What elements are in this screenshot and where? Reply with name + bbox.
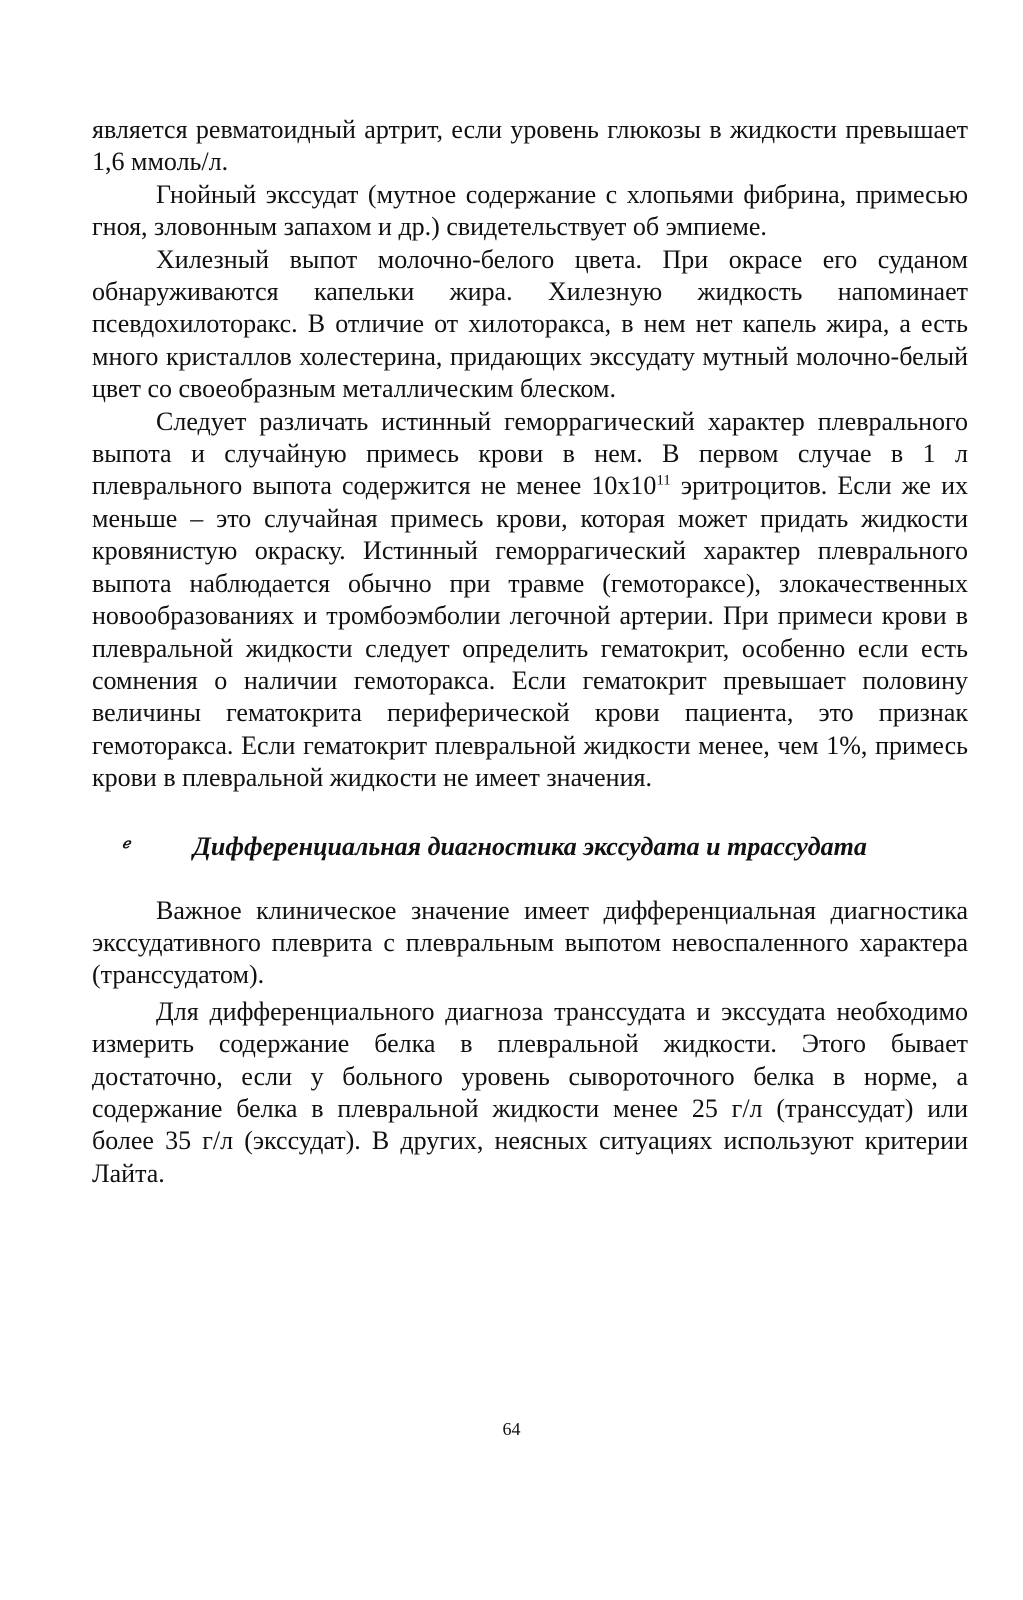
section-heading (92, 831, 968, 863)
paragraph-hemorrhagic-effusion (92, 406, 968, 795)
paragraph-hemorrhagic-text-end: эритроцитов. Если же их меньше – это случайная примесь крови, которая может придать жидкости кровянистую окраску. Истинный геморрагический характер плеврального выпота наблюдается обычно при травме (гемотораксе), злокачественных новообразованиях и тромбоэмболии легочной артерии. При примеси крови в плевральной жидкости следует определить гематокрит, особенно если есть сомнения о наличии гемоторакса. Если гематокрит превышает половину величины гематокрита периферической крови пациента, это признак гемоторакса. Если гематокрит плевральной жидкости менее, чем 1%, примесь крови в плевральной жидкости не имеет значения. (92, 471, 968, 793)
paragraph-purulent-exudate: Гнойный экссудат (мутное содержание с хлопьями фибрина, примесью гноя, зловонным запахом и др.) свидетельствует об эмпиеме. (92, 179, 968, 242)
heading-marker: ℯ (122, 836, 131, 852)
paragraph-hemorrhagic-text-start: Следует различать истинный геморрагический характер плеврального выпота и случайную примесь крови в нем. В первом случае в 1 л плеврального выпота содержится не менее 10х10 (92, 406, 968, 501)
paragraph-chylous-effusion: Хилезный выпот молочно-белого цвета. При окрасе его суданом обнаруживаются капельки жира. Хилезную жидкость напоминает псевдохилоторакс. В отличие от хилоторакса, в нем нет капель жира, а есть много кристаллов холестерина, придающих экссудату мутный молочно-белый цвет со своеобразным металлическим блеском. (92, 244, 968, 404)
paragraph-differential-diagnosis: Важное клиническое значение имеет дифференциальная диагностика экссудативного плеврита с плевральным выпотом невоспаленного характера (транссудатом). (92, 895, 968, 990)
paragraph-protein-measurement: Для дифференциального диагноза транссудата и экссудата необходимо измерить содержание белка в плевральной жидкости. Этого бывает достаточно, если у больного уровень сывороточного белка в норме, а содержание белка в плевральной жидкости менее 25 г/л (транссудат) или более 35 г/л (экссудат). В других, неясных ситуациях используют критерии Лайта. (92, 996, 968, 1188)
document-page (92, 114, 968, 1554)
section-heading-title: Дифференциальная диагностика экссудата и трассудата (193, 831, 867, 861)
exponent: 11 (656, 472, 671, 489)
paragraph-continuation: является ревматоидный артрит, если уровень глюкозы в жидкости превышает 1,6 ммоль/л. (92, 115, 968, 177)
page-number: 64 (502, 1419, 521, 1439)
